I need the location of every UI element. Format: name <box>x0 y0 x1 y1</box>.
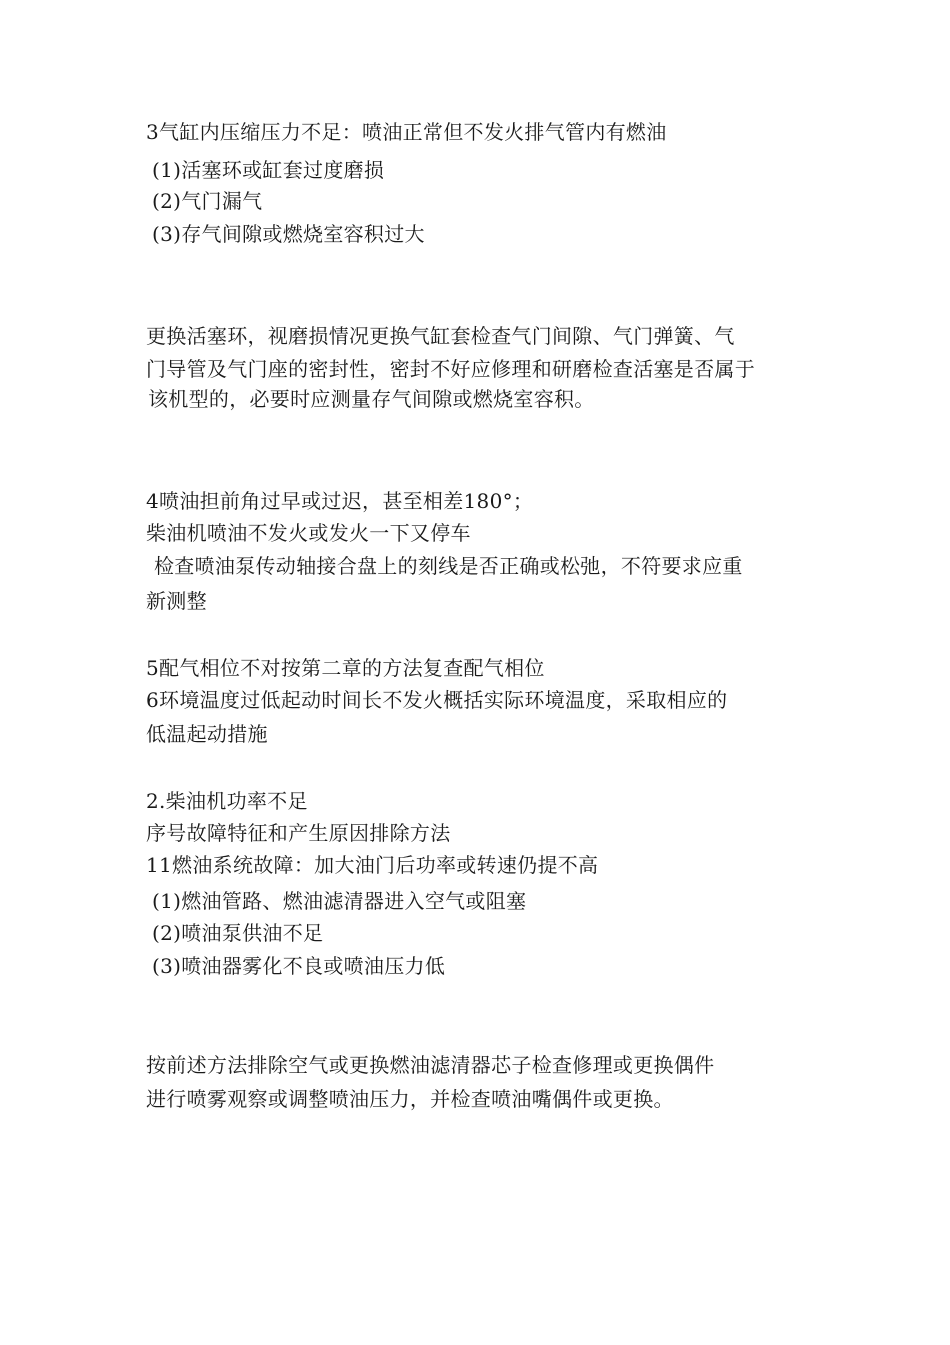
cause-item-1: (1)活塞环或缸套过度磨损 <box>152 158 385 182</box>
remedy-line-3: 该机型的，必要时应测量存气间隙或燃烧室容积。 <box>148 387 595 411</box>
remedy-line-2: 门导管及气门座的密封性，密封不好应修理和研磨检查活塞是否属于 <box>146 357 755 381</box>
cause-item-2: (2)气门漏气 <box>152 189 263 213</box>
section-3-heading: 3气缸内压缩压力不足：喷油正常但不发火排气管内有燃油 <box>146 120 667 144</box>
fuel-cause-item-3: (3)喷油器雾化不良或喷油压力低 <box>152 954 446 978</box>
section-4-remedy-line-1: 检查喷油泵传动轴接合盘上的刻线是否正确或松弛，不符要求应重 <box>154 554 743 578</box>
section-4-remedy-line-2: 新测整 <box>146 589 207 613</box>
section-5-line: 5配气相位不对按第二章的方法复查配气相位 <box>146 656 545 680</box>
section-11-heading: 11燃油系统故障：加大油门后功率或转速仍提不高 <box>146 853 599 877</box>
table-header-line: 序号故障特征和产生原因排除方法 <box>146 821 451 845</box>
section-4-symptom: 柴油机喷油不发火或发火一下又停车 <box>146 521 471 545</box>
remedy-line-1: 更换活塞环，视磨损情况更换气缸套检查气门间隙、气门弹簧、气 <box>146 324 735 348</box>
section-4-heading: 4喷油担前角过早或过迟，甚至相差180°； <box>146 489 534 513</box>
chapter-2-heading: 2.柴油机功率不足 <box>146 789 308 813</box>
cause-item-3: (3)存气间隙或燃烧室容积过大 <box>152 222 425 246</box>
fuel-cause-item-1: (1)燃油管路、燃油滤清器进入空气或阻塞 <box>152 889 527 913</box>
section-6-line-1: 6环境温度过低起动时间长不发火概括实际环境温度，采取相应的 <box>146 688 728 712</box>
fuel-remedy-line-2: 进行喷雾观察或调整喷油压力，并检查喷油嘴偶件或更换。 <box>146 1087 674 1111</box>
fuel-remedy-line-1: 按前述方法排除空气或更换燃油滤清器芯子检查修理或更换偶件 <box>146 1053 715 1077</box>
section-6-line-2: 低温起动措施 <box>146 722 268 746</box>
fuel-cause-item-2: (2)喷油泵供油不足 <box>152 921 324 945</box>
